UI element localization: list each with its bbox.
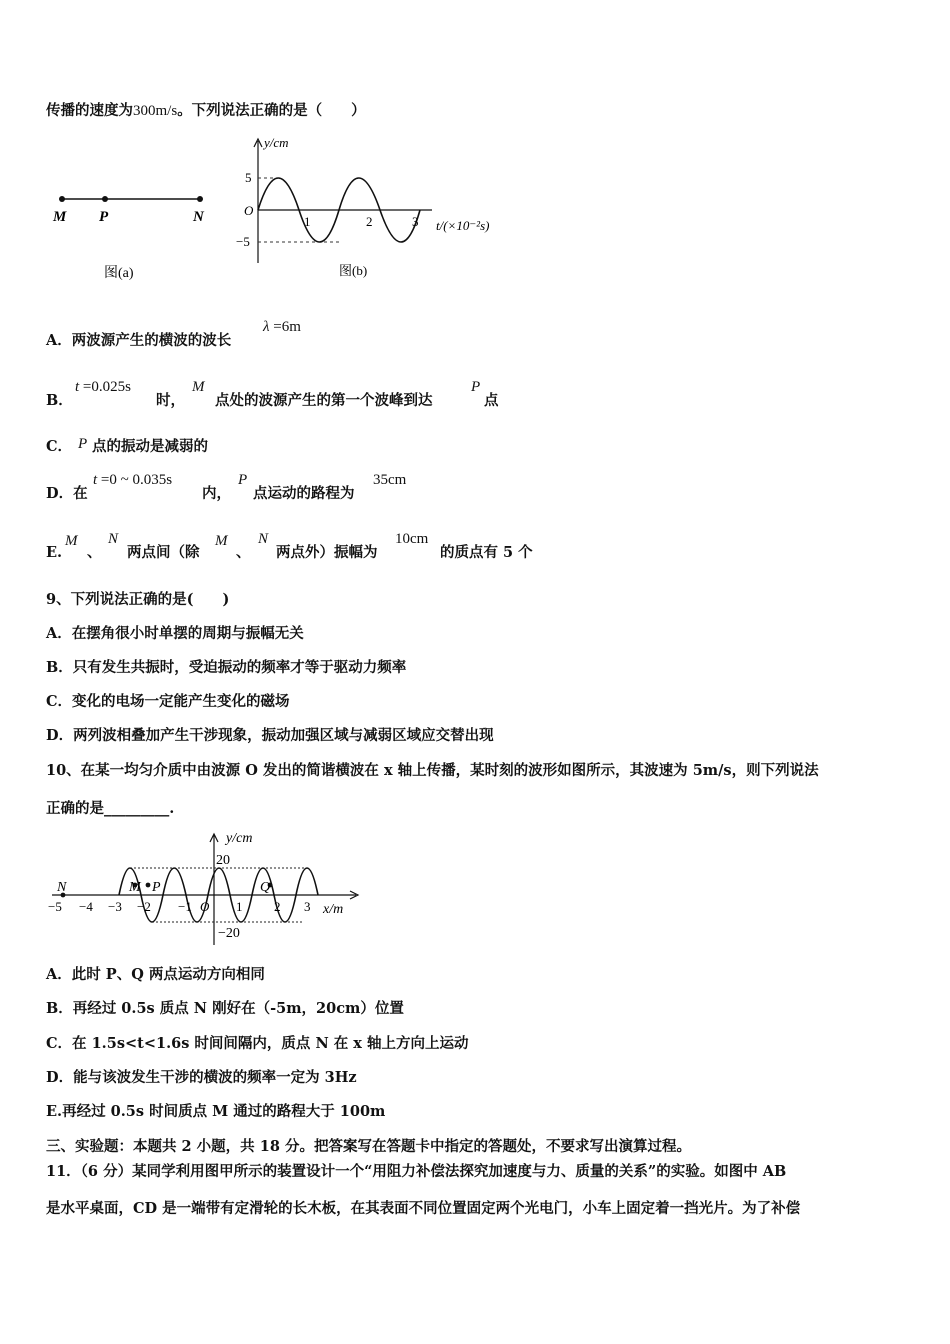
q9-option-d: D．两列波相叠加产生干涉现象，振动加强区域与减弱区域应交替出现: [46, 727, 494, 744]
q8-option-b-m: [192, 377, 205, 397]
q8-figure-a: [46, 185, 226, 285]
n-symbol-e2: N: [258, 531, 269, 547]
t-range: =0 ~ 0.035s: [97, 472, 173, 488]
t-value: =0.025s: [79, 379, 131, 395]
x-tick-neg1: −1: [178, 899, 192, 914]
label-m: M: [129, 880, 141, 895]
q10-stem-line1: 10、在某一均匀介质中由波源 O 发出的简谐横波在 x 轴上传播，某时刻的波形如图所示，其波速为 5m/s，则下列说法: [46, 762, 819, 779]
x-tick-neg2: −2: [137, 899, 151, 914]
m-symbol-e1: M: [65, 533, 78, 549]
label-n: N: [193, 209, 204, 225]
label-p: P: [152, 880, 161, 895]
x-tick-3: 3: [304, 899, 311, 914]
x-tick-neg5: −5: [48, 899, 62, 914]
lambda-symbol: λ: [263, 319, 270, 335]
m-symbol: M: [192, 379, 205, 395]
q10-option-a: A．此时 P、Q 两点运动方向相同: [46, 966, 265, 983]
q8-option-b-p: [471, 377, 480, 397]
q10-wave-figure: [40, 825, 360, 950]
q8-option-e-sep1: 、: [87, 544, 102, 561]
q8-intro: [46, 101, 366, 121]
q8-option-d-text: 点运动的路程为: [253, 485, 355, 502]
q8-option-e-sep2: 、: [236, 544, 251, 561]
q8-option-c-p: [78, 434, 87, 454]
y-tick-neg: −5: [236, 234, 250, 249]
q9-option-a: A．在摆角很小时单摆的周期与振幅无关: [46, 625, 304, 642]
q8-option-a: A．两波源产生的横波的波长: [46, 332, 232, 349]
caption-figure-a: 图(a): [104, 266, 134, 281]
origin-label: O: [244, 203, 254, 218]
q8-option-c-prefix: C．: [46, 438, 73, 455]
q8-option-e-value: 10cm: [395, 531, 429, 547]
lambda-value: =6m: [269, 319, 301, 335]
q8-option-d-p: [238, 470, 247, 490]
label-q: Q: [260, 880, 271, 895]
q8-option-d-prefix: D．在: [46, 485, 88, 502]
q8-option-a-formula: [263, 317, 301, 337]
q9-option-b: B．只有发生共振时，受迫振动的频率才等于驱动力频率: [46, 659, 407, 676]
q8-option-b-text1: 时，: [156, 392, 185, 409]
q8-option-e-n1: [108, 529, 118, 549]
q10-option-e: E.再经过 0.5s 时间质点 M 通过的路程大于 100m: [46, 1103, 386, 1120]
x-tick-2: 2: [274, 899, 281, 914]
t-symbol: t: [75, 379, 80, 395]
y-axis-label: y/cm: [226, 831, 253, 846]
x-tick-origin: O: [200, 899, 210, 914]
y-tick-pos: 20: [216, 853, 230, 868]
q8-option-d-time: [93, 470, 172, 490]
m-symbol-e2: M: [215, 533, 228, 549]
q8-intro-text-a: 传播的速度为: [46, 102, 133, 119]
n-symbol-e1: N: [108, 531, 119, 547]
p-symbol-d: P: [238, 472, 248, 488]
q8-option-e-mid2: 两点外）振幅为: [276, 544, 378, 561]
section3-heading: 三、实验题：本题共 2 小题，共 18 分。把答案写在答题卡中指定的答题处，不要求写出演算过程。: [46, 1138, 691, 1155]
x-axis-label: x/m: [323, 902, 344, 917]
q10-option-c: C．在 1.5s<t<1.6s 时间间隔内，质点 N 在 x 轴上方向上运动: [46, 1035, 469, 1052]
q8-option-d-value: 35cm: [373, 472, 407, 488]
q8-intro-text-b: 。下列说法正确的是（ ）: [177, 102, 366, 119]
q11-line2: 是水平桌面，CD 是一端带有定滑轮的长木板，在其表面不同位置固定两个光电门，小车上固定着一挡光片。为了补偿: [46, 1200, 801, 1217]
q11-line1: 11．（6 分）某同学利用图甲所示的装置设计一个“用阻力补偿法探究加速度与力、质量的关系”的实验。如图中 AB: [46, 1163, 787, 1180]
q8-figure-b: [232, 135, 522, 283]
point-p-dot: [102, 196, 108, 202]
p-symbol-c: P: [78, 436, 88, 452]
q10-option-d: D．能与该波发生干涉的横波的频率一定为 3Hz: [46, 1069, 357, 1086]
label-n: N: [57, 880, 67, 895]
point-p-dot: [146, 883, 151, 888]
caption-figure-b: 图(b): [339, 263, 368, 278]
p-symbol: P: [471, 379, 481, 395]
t-axis-label: t/(×10⁻²s): [436, 218, 490, 233]
q8-option-e-end: 的质点有 5 个: [440, 544, 533, 561]
t-tick-2: 2: [366, 214, 373, 229]
y-tick-pos: 5: [245, 170, 252, 185]
t-tick-1: 1: [304, 214, 311, 229]
q9-option-c: C．变化的电场一定能产生变化的磁场: [46, 693, 290, 710]
q9-stem: 9、下列说法正确的是( ): [46, 591, 230, 608]
q8-option-c-text: 点的振动是减弱的: [92, 438, 208, 455]
q8-option-e-prefix: E.: [46, 544, 63, 561]
q8-option-b-end: 点: [484, 392, 499, 409]
q8-option-e-mid: 两点间（除: [127, 544, 200, 561]
x-tick-neg4: −4: [79, 899, 93, 914]
q8-option-b-prefix: B．: [46, 392, 73, 409]
label-m: M: [53, 209, 67, 225]
q8-option-b-time: [75, 377, 131, 397]
t-symbol-d: t: [93, 472, 98, 488]
x-tick-neg3: −3: [108, 899, 122, 914]
q10-stem-line2: 正确的是_________.: [46, 800, 175, 817]
y-tick-neg: −20: [218, 926, 240, 941]
point-n-dot: [197, 196, 203, 202]
q8-option-e-m1: [65, 531, 78, 551]
label-p: P: [99, 209, 109, 225]
q8-option-d-mid: 内，: [202, 485, 231, 502]
q8-option-e-m2: [215, 531, 228, 551]
point-m-dot: [59, 196, 65, 202]
y-axis-label: y/cm: [264, 135, 289, 150]
q10-option-b: B．再经过 0.5s 质点 N 刚好在（-5m，20cm）位置: [46, 1000, 404, 1017]
t-tick-3: 3: [412, 214, 419, 229]
q8-option-e-n2: [258, 529, 268, 549]
x-tick-1: 1: [236, 899, 243, 914]
q8-intro-speed: 300m/s: [133, 103, 178, 119]
q8-option-b-text2: 点处的波源产生的第一个波峰到达: [215, 392, 433, 409]
